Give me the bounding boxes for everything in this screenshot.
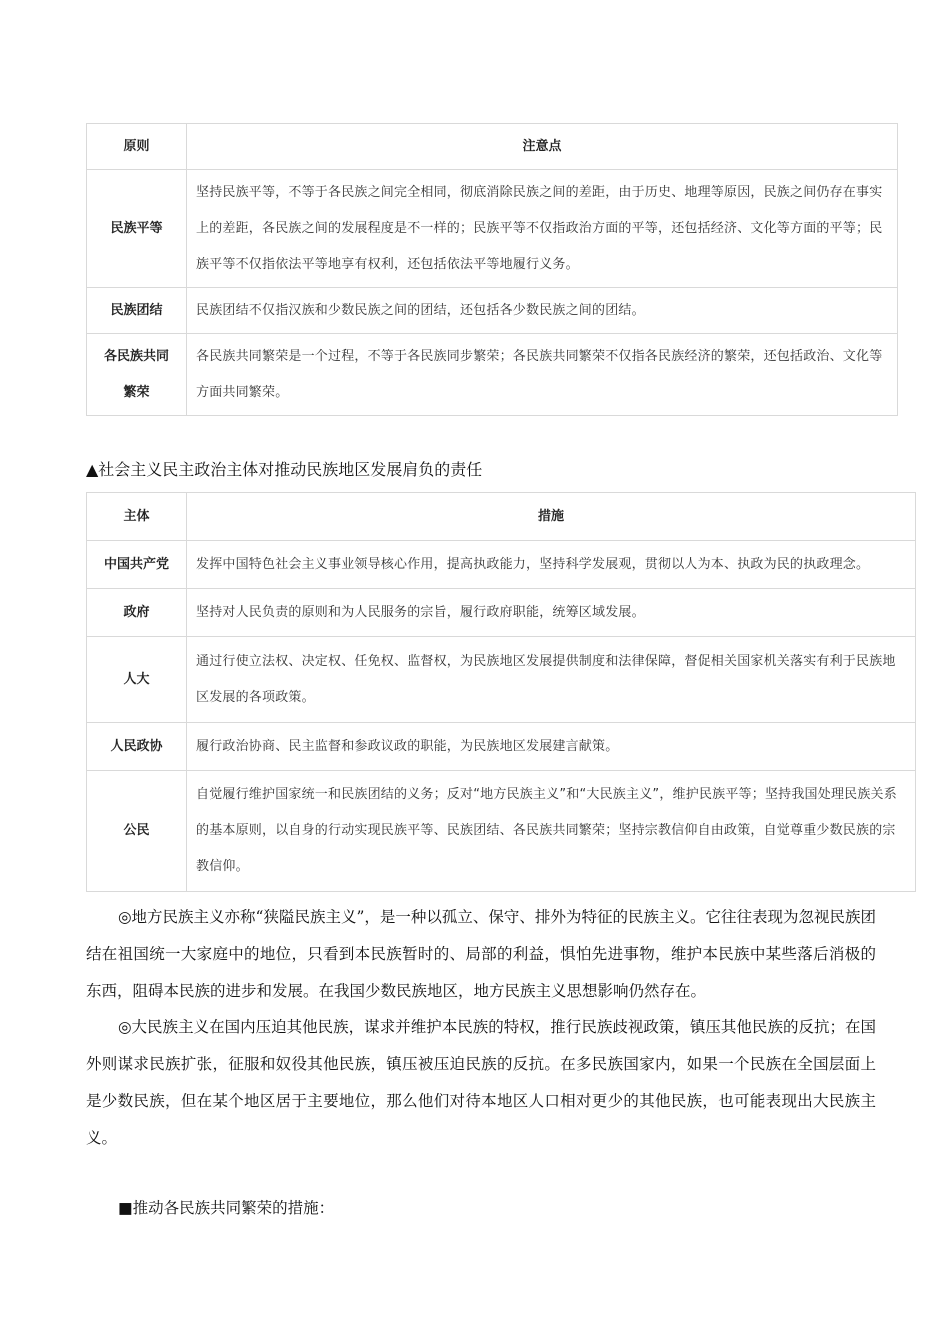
- row-text: 发挥中国特色社会主义事业领导核心作用，提高执政能力，坚持科学发展观，贯彻以人为本、执政为民的执政理念。: [187, 541, 916, 589]
- row-text: 履行政治协商、民主监督和参政议政的职能，为民族地区发展建言献策。: [187, 723, 916, 771]
- row-text: 各民族共同繁荣是一个过程，不等于各民族同步繁荣；各民族共同繁荣不仅指各民族经济的繁荣，还包括政治、文化等方面共同繁荣。: [187, 334, 898, 416]
- row-label: 公民: [87, 771, 187, 892]
- paragraph-local-nationalism: ◎地方民族主义亦称“狭隘民族主义”，是一种以孤立、保守、排外为特征的民族主义。它往往表现为忽视民族团结在祖国统一大家庭中的地位，只看到本民族暂时的、局部的利益，惧怕先进事物，维护本民族中某些落后消极的东西，阻碍本民族的进步和发展。在我国少数民族地区，地方民族主义思想影响仍然存在。: [86, 908, 876, 1000]
- responsibilities-table: [86, 492, 916, 892]
- table-row: [87, 334, 898, 416]
- section-heading: ■推动各民族共同繁荣的措施：: [118, 1199, 335, 1217]
- column-header-notes: 注意点: [187, 124, 898, 170]
- table-row: [87, 637, 916, 723]
- row-label: 人民政协: [87, 723, 187, 771]
- row-label: 民族平等: [87, 170, 187, 288]
- table-row: [87, 589, 916, 637]
- row-text: 通过行使立法权、决定权、任免权、监督权，为民族地区发展提供制度和法律保障，督促相关国家机关落实有利于民族地区发展的各项政策。: [187, 637, 916, 723]
- table-row: [87, 541, 916, 589]
- row-label: 各民族共同繁荣: [87, 334, 187, 416]
- column-header-measures: 措施: [187, 493, 916, 541]
- table-row: [87, 771, 916, 892]
- table-header-row: [87, 124, 898, 170]
- table-row: [87, 170, 898, 288]
- row-text: 民族团结不仅指汉族和少数民族之间的团结，还包括各少数民族之间的团结。: [187, 288, 898, 334]
- table-row: [87, 723, 916, 771]
- table-row: [87, 288, 898, 334]
- paragraph-great-nationalism: ◎大民族主义在国内压迫其他民族，谋求并维护本民族的特权，推行民族歧视政策，镇压其他民族的反抗；在国外则谋求民族扩张，征服和奴役其他民族，镇压被压迫民族的反抗。在多民族国家内，如果一个民族在全国层面上是少数民族，但在某个地区居于主要地位，那么他们对待本地区人口相对更少的其他民族，也可能表现出大民族主义。: [86, 1018, 876, 1147]
- row-text: 坚持对人民负责的原则和为人民服务的宗旨，履行政府职能，统筹区域发展。: [187, 589, 916, 637]
- row-label: 人大: [87, 637, 187, 723]
- row-label: 中国共产党: [87, 541, 187, 589]
- row-text: 坚持民族平等，不等于各民族之间完全相同，彻底消除民族之间的差距，由于历史、地理等原因，民族之间仍存在事实上的差距，各民族之间的发展程度是不一样的；民族平等不仅指政治方面的平等，还包括经济、文化等方面的平等；民族平等不仅指依法平等地享有权利，还包括依法平等地履行义务。: [187, 170, 898, 288]
- row-text: 自觉履行维护国家统一和民族团结的义务；反对“地方民族主义”和“大民族主义”，维护民族平等；坚持我国处理民族关系的基本原则，以自身的行动实现民族平等、民族团结、各民族共同繁荣；坚持宗教信仰自由政策，自觉尊重少数民族的宗教信仰。: [187, 771, 916, 892]
- row-label: 民族团结: [87, 288, 187, 334]
- principles-table: [86, 123, 898, 416]
- row-label: 政府: [87, 589, 187, 637]
- column-header-principle: 原则: [87, 124, 187, 170]
- column-header-subject: 主体: [87, 493, 187, 541]
- section-caption: ▲社会主义民主政治主体对推动民族地区发展肩负的责任: [86, 460, 483, 479]
- table-header-row: [87, 493, 916, 541]
